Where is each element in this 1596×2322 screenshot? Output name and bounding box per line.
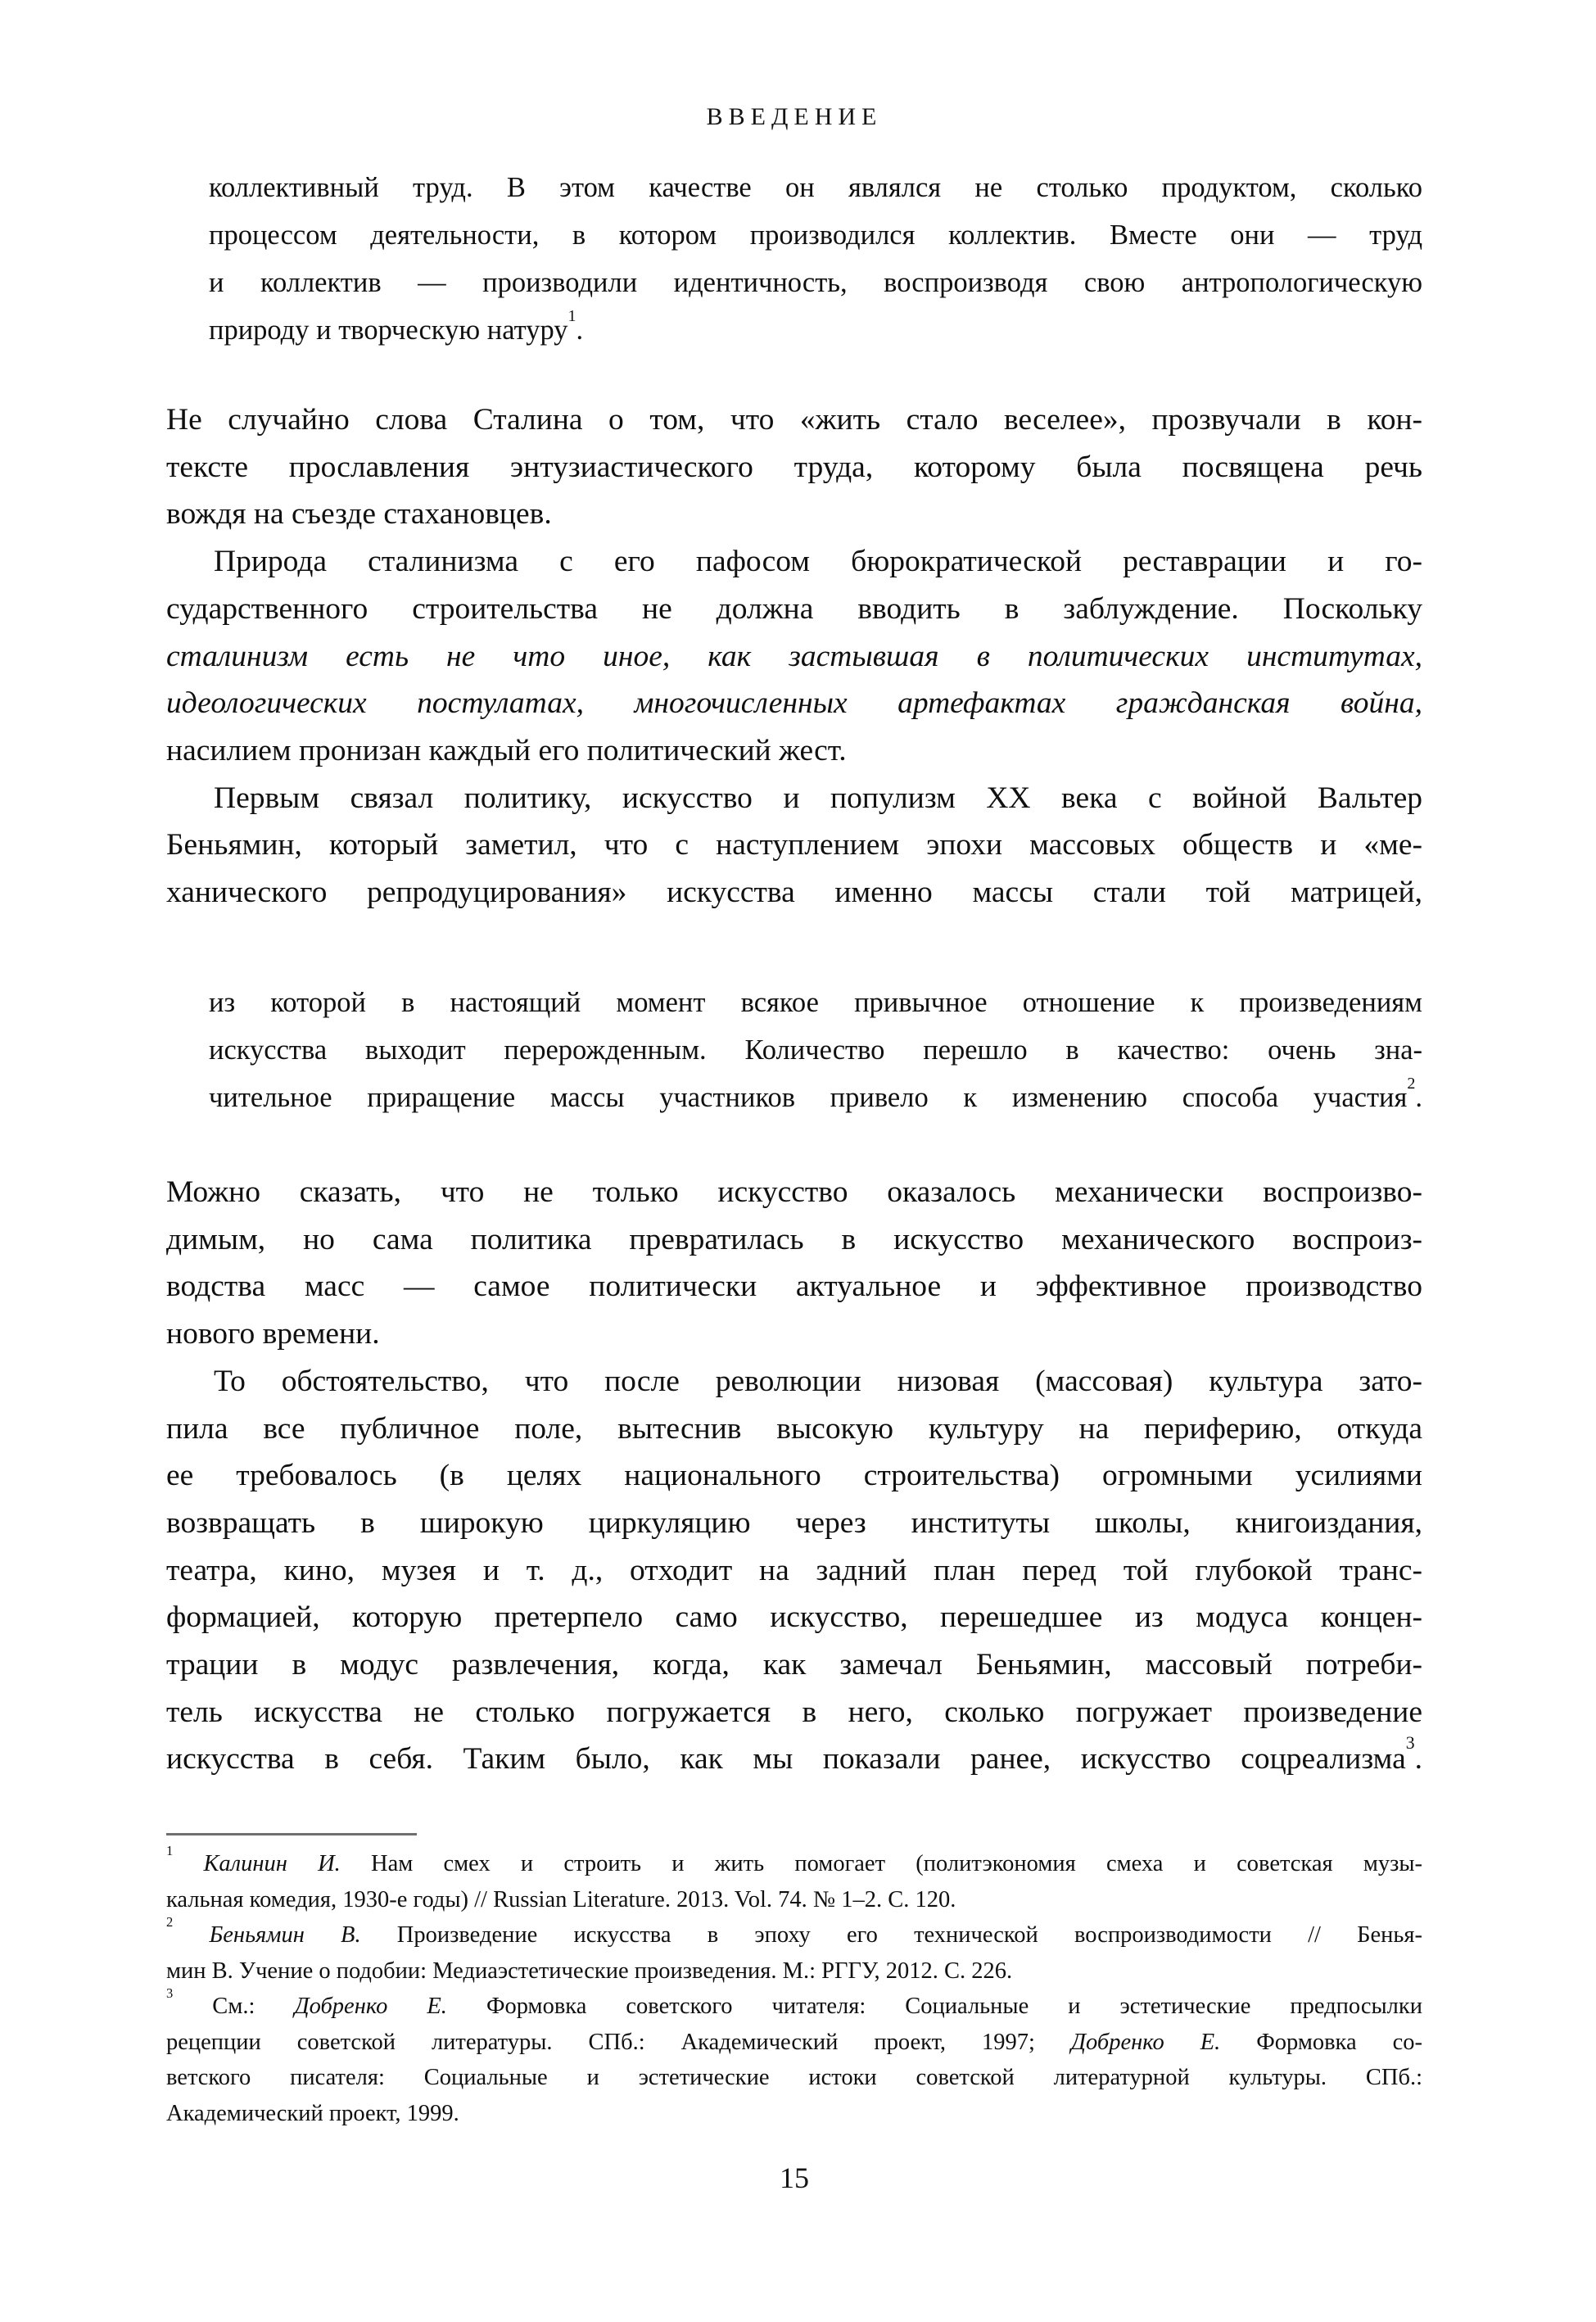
- footnote-marker: 2: [166, 1914, 174, 1930]
- text-line: [166, 1594, 1422, 1641]
- text-segment: процессом деятельности, в котором производился коллектив. Вместе они — труд: [209, 220, 1422, 251]
- text-segment: насилием пронизан каждый его политический жест.: [166, 733, 847, 767]
- footnotes: [166, 1843, 1423, 2131]
- text-segment: рецепции советской литературы. СПб.: Академический проект, 1997;: [166, 2029, 1071, 2055]
- text-segment: искусства в себя. Таким было, как мы показали ранее, искусство соцреализма: [166, 1742, 1406, 1777]
- footnote-marker: 1: [567, 306, 576, 325]
- text-line: [166, 775, 1422, 822]
- italic-text: Добренко Е.: [1070, 2029, 1221, 2055]
- footnote-divider: [166, 1833, 417, 1835]
- footnote-marker: 2: [1407, 1074, 1416, 1093]
- text-line: [166, 822, 1422, 869]
- italic-text: Беньямин В.: [209, 1922, 361, 1948]
- text-line: [166, 1405, 1422, 1453]
- text-segment: Формовка со-: [1220, 2029, 1422, 2055]
- body-text-1: [166, 396, 1422, 917]
- text-segment: вождя на съезде стахановцев.: [166, 497, 552, 532]
- footnote-marker: 1: [166, 1843, 174, 1859]
- footnote-marker: 3: [1405, 1733, 1415, 1754]
- text-line: [166, 2060, 1422, 2096]
- text-line: [166, 396, 1422, 444]
- text-line: [166, 491, 1422, 538]
- italic-text: идеологических постулатах, многочисленных артефактах гражданская война,: [166, 686, 1422, 721]
- text-line: [166, 633, 1422, 681]
- text-segment: Формовка советского читателя: Социальные и эстетические предпосылки: [446, 1994, 1422, 2019]
- text-segment: Беньямин, который заметил, что с наступлением эпохи массовых обществ и «ме-: [166, 828, 1422, 862]
- text-segment: нового времени.: [166, 1317, 380, 1351]
- italic-text: Калинин И.: [203, 1851, 341, 1876]
- text-segment: .: [576, 315, 584, 346]
- text-segment: Академический проект, 1999.: [166, 2100, 459, 2126]
- text-line: [166, 727, 1422, 775]
- text-line: [166, 1641, 1422, 1689]
- text-segment: Первым связал политику, искусство и популизм XX века с войной Вальтер: [214, 781, 1422, 815]
- italic-text: сталинизм есть не что иное, как застывшая в политических институтах,: [166, 639, 1422, 673]
- text-segment: возвращать в широкую циркуляцию через институты школы, книгоиздания,: [166, 1505, 1422, 1540]
- text-segment: кальная комедия, 1930-е годы) // Russian Literature. 2013. Vol. 74. № 1–2. С. 120.: [166, 1886, 956, 1912]
- text-segment: Нам смех и строить и жить помогает (политэкономия смеха и советская музы-: [340, 1851, 1423, 1876]
- text-line: [166, 1216, 1422, 1264]
- text-segment: водства масс — самое политически актуальное и эффективное производство: [166, 1270, 1422, 1304]
- text-segment: Природа сталинизма с его пафосом бюрократической реставрации и го-: [214, 545, 1422, 579]
- chapter-header: ВВЕДЕНИЕ: [706, 103, 883, 130]
- footnote-marker: 3: [166, 1985, 174, 2002]
- text-line: [209, 211, 1422, 259]
- text-segment: природу и творческую натуру: [209, 315, 568, 346]
- text-line: [209, 259, 1422, 306]
- text-line: [209, 1074, 1422, 1121]
- text-line: [209, 979, 1422, 1026]
- text-line: [166, 1882, 1422, 1918]
- text-line: [209, 306, 1422, 354]
- text-segment: мин В. Учение о подобии: Медиаэстетические произведения. М.: РГГУ, 2012. С. 226.: [166, 1958, 1013, 1984]
- text-line: [166, 1843, 1423, 1882]
- text-segment: сударственного строительства не должна вводить в заблуждение. Поскольку: [166, 591, 1422, 626]
- text-line: [166, 1452, 1422, 1500]
- text-segment: [173, 1922, 209, 1948]
- text-line: [166, 1914, 1423, 1953]
- text-line: [166, 869, 1422, 917]
- text-segment: тексте прославления энтузиастического труда, которому была посвящена речь: [166, 450, 1422, 484]
- text-line: [166, 1985, 1422, 2025]
- body-text-2: [166, 1169, 1422, 1783]
- text-segment: димым, но сама политика превратилась в искусство механического воспроиз-: [166, 1222, 1422, 1256]
- text-line: [209, 1026, 1422, 1074]
- text-segment: чительное приращение массы участников привело к изменению способа участия: [209, 1082, 1408, 1113]
- text-line: [166, 444, 1422, 491]
- text-segment: пила все публичное поле, вытеснив высокую культуру на периферию, откуда: [166, 1411, 1422, 1446]
- text-line: [166, 538, 1422, 586]
- text-segment: и коллектив — производили идентичность, воспроизводя свою антропологическую: [209, 267, 1422, 298]
- text-segment: .: [1415, 1082, 1422, 1113]
- page-number: 15: [780, 2161, 809, 2194]
- text-line: [166, 1310, 1422, 1358]
- text-segment: тель искусства не столько погружается в него, сколько погружает произведение: [166, 1695, 1422, 1729]
- block-quote-2: [209, 979, 1422, 1121]
- text-line: [166, 1500, 1422, 1547]
- text-segment: Можно сказать, что не только искусство оказалось механически воспроизво-: [166, 1175, 1422, 1209]
- text-segment: театра, кино, музея и т. д., отходит на задний план перед той глубокой транс-: [166, 1553, 1422, 1587]
- text-line: [166, 1953, 1422, 1989]
- text-line: [166, 2025, 1422, 2061]
- text-line: [166, 2096, 1422, 2132]
- block-quote-1: [209, 164, 1422, 354]
- text-segment: из которой в настоящий момент всякое привычное отношение к произведениям: [209, 987, 1422, 1018]
- text-segment: ханического репродуцирования» искусства именно массы стали той матрицей,: [166, 876, 1422, 910]
- text-segment: .: [1414, 1742, 1422, 1777]
- text-line: [166, 1263, 1422, 1310]
- text-line: [166, 680, 1422, 727]
- text-line: [166, 1358, 1422, 1405]
- italic-text: Добренко Е.: [294, 1994, 447, 2019]
- text-line: [166, 1733, 1422, 1783]
- text-segment: Не случайно слова Сталина о том, что «жить стало веселее», прозвучали в кон-: [166, 403, 1422, 437]
- text-segment: коллективный труд. В этом качестве он являлся не столько продуктом, сколько: [209, 172, 1422, 203]
- text-segment: См.:: [173, 1994, 295, 2019]
- text-line: [209, 164, 1422, 211]
- text-line: [166, 586, 1422, 633]
- text-segment: То обстоятельство, что после революции низовая (массовая) культура зато-: [214, 1364, 1422, 1398]
- text-line: [166, 1689, 1422, 1736]
- text-segment: [173, 1851, 203, 1876]
- text-segment: формацией, которую претерпело само искусство, перешедшее из модуса концен-: [166, 1600, 1422, 1635]
- text-segment: ее требовалось (в целях национального строительства) огромными усилиями: [166, 1459, 1422, 1493]
- text-segment: искусства выходит перерожденным. Количество перешло в качество: очень зна-: [209, 1034, 1422, 1066]
- text-segment: ветского писателя: Социальные и эстетические истоки советской литературной культуры. СПб.:: [166, 2065, 1422, 2090]
- text-line: [166, 1169, 1422, 1216]
- text-line: [166, 1547, 1422, 1595]
- text-segment: Произведение искусства в эпоху его технической воспроизводимости // Бенья-: [360, 1922, 1423, 1948]
- text-segment: трации в модус развлечения, когда, как замечал Беньямин, массовый потреби-: [166, 1648, 1422, 1682]
